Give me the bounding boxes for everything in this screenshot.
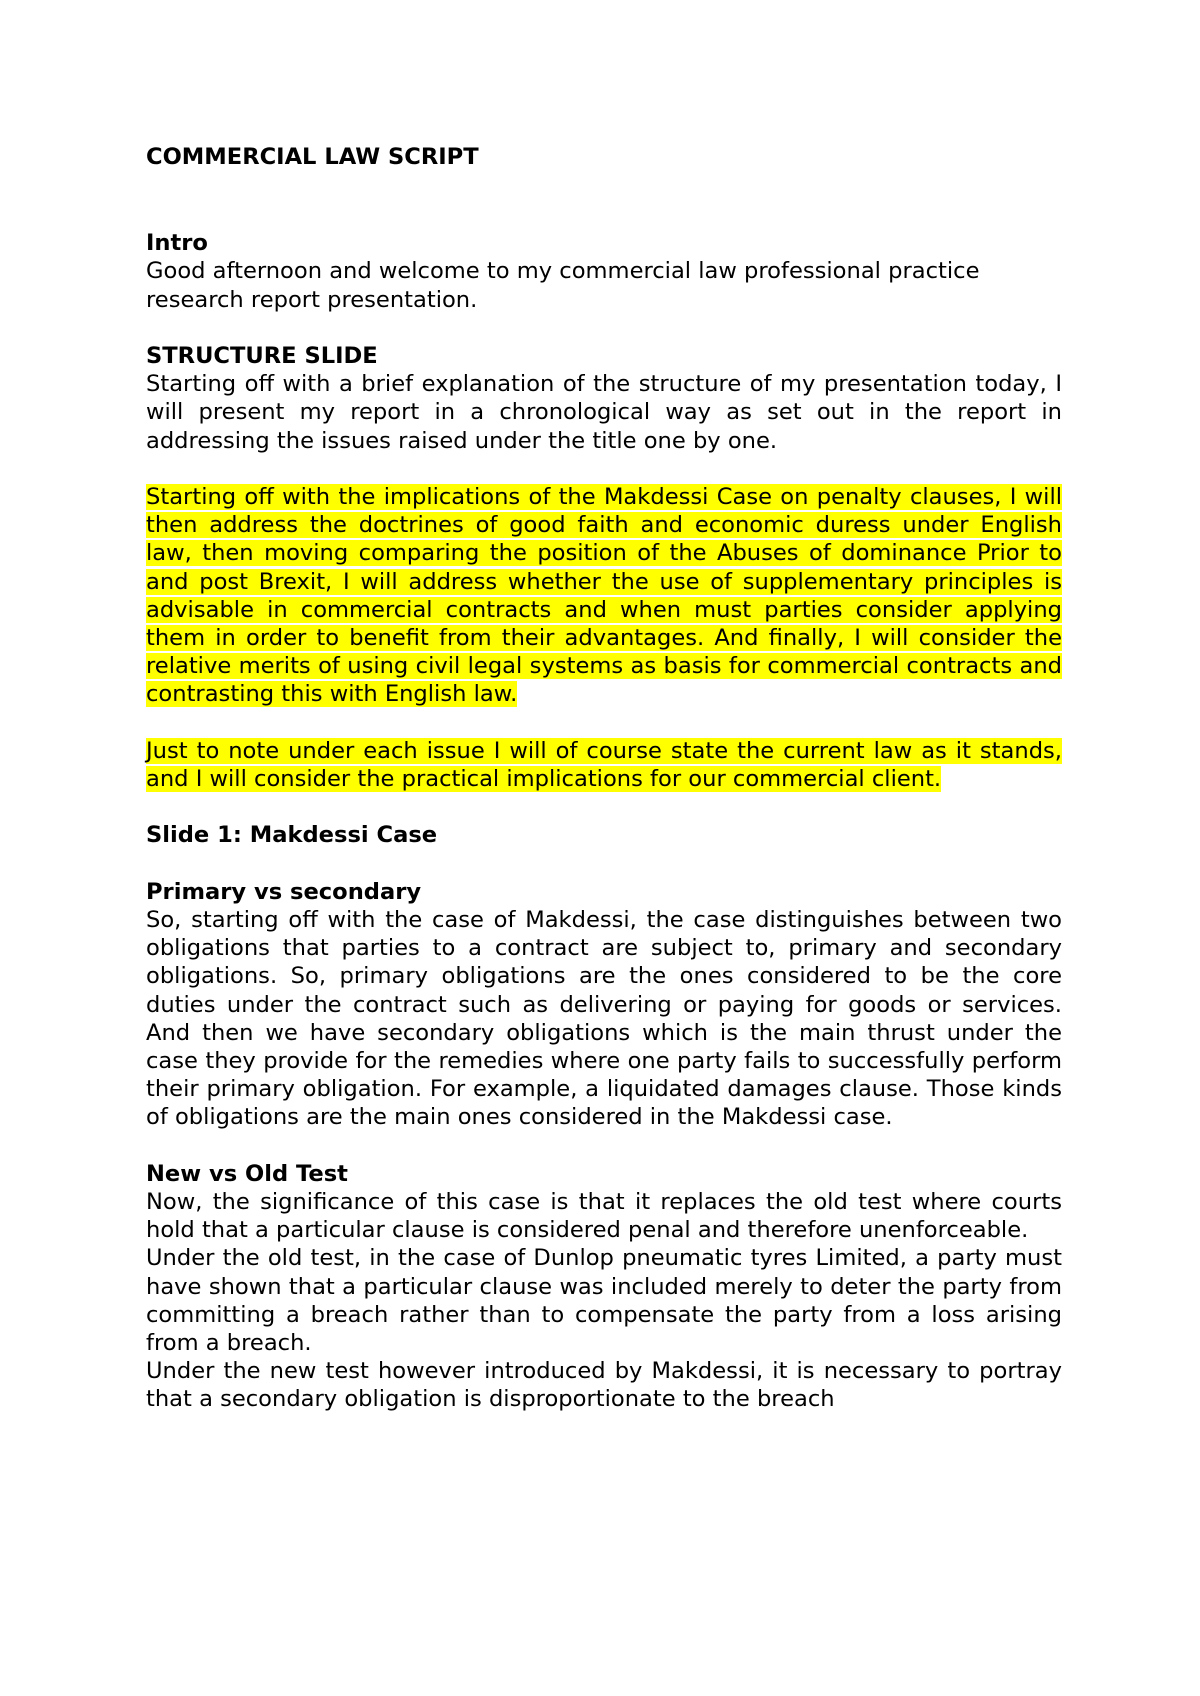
highlighted-text: Just to note under each issue I will of course state the current law as it stands, and I will consider the practical implications for our commercial client. xyxy=(146,737,1062,793)
document-page xyxy=(146,143,1062,1414)
new-old-test-paragraph-3: Under the new test however introduced by Makdessi, it is necessary to portray that a secondary obligation is disproportionate to the breach xyxy=(146,1358,1062,1413)
new-old-test-paragraph-2: Under the old test, in the case of Dunlop pneumatic tyres Limited, a party must have shown that a particular clause was included merely to deter the party from committing a breach rather than to compensate the party from a loss arising from a breach. xyxy=(146,1245,1062,1357)
structure-heading: STRUCTURE SLIDE xyxy=(146,343,378,369)
new-old-test-paragraph-1: Now, the significance of this case is that it replaces the old test where courts hold that a particular clause is considered penal and therefore unenforceable. xyxy=(146,1189,1062,1244)
structure-paragraph-3-highlighted xyxy=(146,737,1062,793)
new-old-test-heading: New vs Old Test xyxy=(146,1160,348,1187)
structure-paragraph-2-highlighted xyxy=(146,483,1062,709)
slide1-heading: Slide 1: Makdessi Case xyxy=(146,822,438,849)
intro-heading: Intro xyxy=(146,230,208,257)
primary-secondary-paragraph: So, starting off with the case of Makdessi, the case distinguishes between two obligations that parties to a contract are subject to, primary and secondary obligations. So, primary obligations are the ones considered to be the core duties under the contract such as delivering or paying for goods or services. And then we have secondary obligations which is the main thrust under the case they provide for the remedies where one party fails to successfully perform their primary obligation. For example, a liquidated damages clause. Those kinds of obligations are the main ones considered in the Makdessi case. xyxy=(146,907,1062,1131)
highlighted-text: Starting off with the implications of the Makdessi Case on penalty clauses, I will then address the doctrines of good faith and economic duress under English law, then moving comparing the position of the Abuses of dominance Prior to and post Brexit, I will address whether the use of supplementary principles is advisable in commercial contracts and when must parties consider applying them in order to benefit from their advantages. And finally, I will consider the relative merits of using civil legal systems as basis for commercial contracts and contrasting this with English law. xyxy=(146,484,1062,708)
document-title: COMMERCIAL LAW SCRIPT xyxy=(146,144,479,170)
primary-secondary-heading: Primary vs secondary xyxy=(146,878,422,905)
intro-paragraph: Good afternoon and welcome to my commercial law professional practice research report presentation. xyxy=(146,258,980,313)
structure-paragraph-1: Starting off with a brief explanation of the structure of my presentation today, I will present my report in a chronological way as set out in the report in addressing the issues raised under the title one by one. xyxy=(146,371,1062,454)
